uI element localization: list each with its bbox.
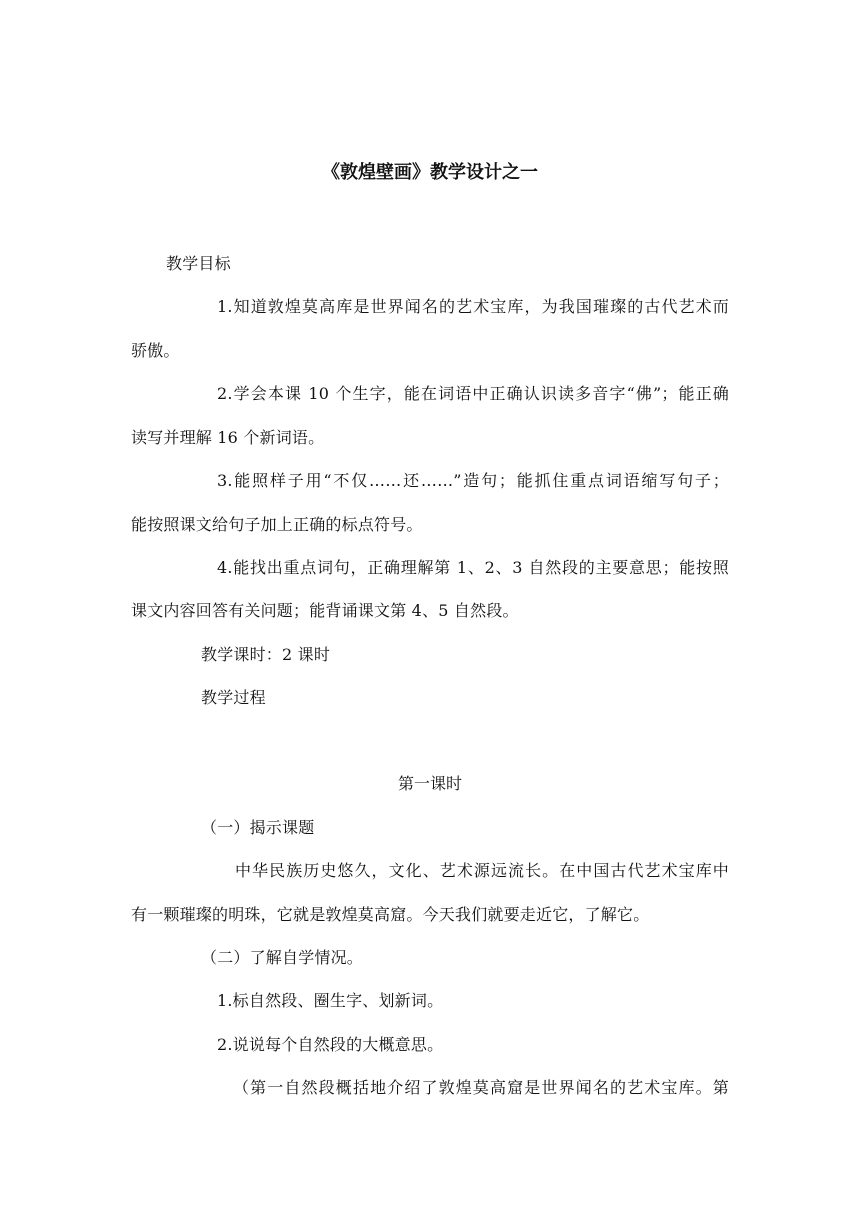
document-title: 《敦煌壁画》教学设计之一 [322,162,538,183]
section-2-item-2: 2.说说每个自然段的大概意思。 [217,1035,444,1054]
objective-2-line-1: 2.学会本课 10 个生字，能在词语中正确认识读多音字“佛”；能正确 [217,384,729,403]
objective-3-line-2: 能按照课文给句子加上正确的标点符号。 [131,515,423,534]
lesson-heading: 第一课时 [397,774,462,793]
objective-4-line-1: 4.能找出重点词句，正确理解第 1、2、3 自然段的主要意思；能按照 [217,558,729,577]
class-hours: 教学课时：2 课时 [201,645,331,664]
objective-3-line-1: 3.能照样子用“不仅……还……”造句；能抓住重点词语缩写句子； [217,471,729,490]
section-1-paragraph-line-2: 有一颗璀璨的明珠，它就是敦煌莫高窟。今天我们就要走近它，了解它。 [131,905,650,924]
objective-4-line-2: 课文内容回答有关问题；能背诵课文第 4、5 自然段。 [131,601,519,620]
objective-2-line-2: 读写并理解 16 个新词语。 [131,428,325,447]
section-1-paragraph-line-1: 中华民族历史悠久，文化、艺术源远流长。在中国古代艺术宝库中 [235,861,729,880]
section-2-note: （第一自然段概括地介绍了敦煌莫高窟是世界闻名的艺术宝库。第 [233,1078,729,1097]
section-2-heading: （二）了解自学情况。 [201,948,364,967]
section-2-item-1: 1.标自然段、圈生字、划新词。 [217,991,444,1010]
section-1-heading: （一）揭示课题 [201,818,315,837]
process-heading: 教学过程 [201,688,266,707]
objective-1-line-1: 1.知道敦煌莫高库是世界闻名的艺术宝库，为我国璀璨的古代艺术而 [217,297,729,316]
objective-1-line-2: 骄傲。 [131,341,180,360]
objectives-heading: 教学目标 [166,254,231,273]
